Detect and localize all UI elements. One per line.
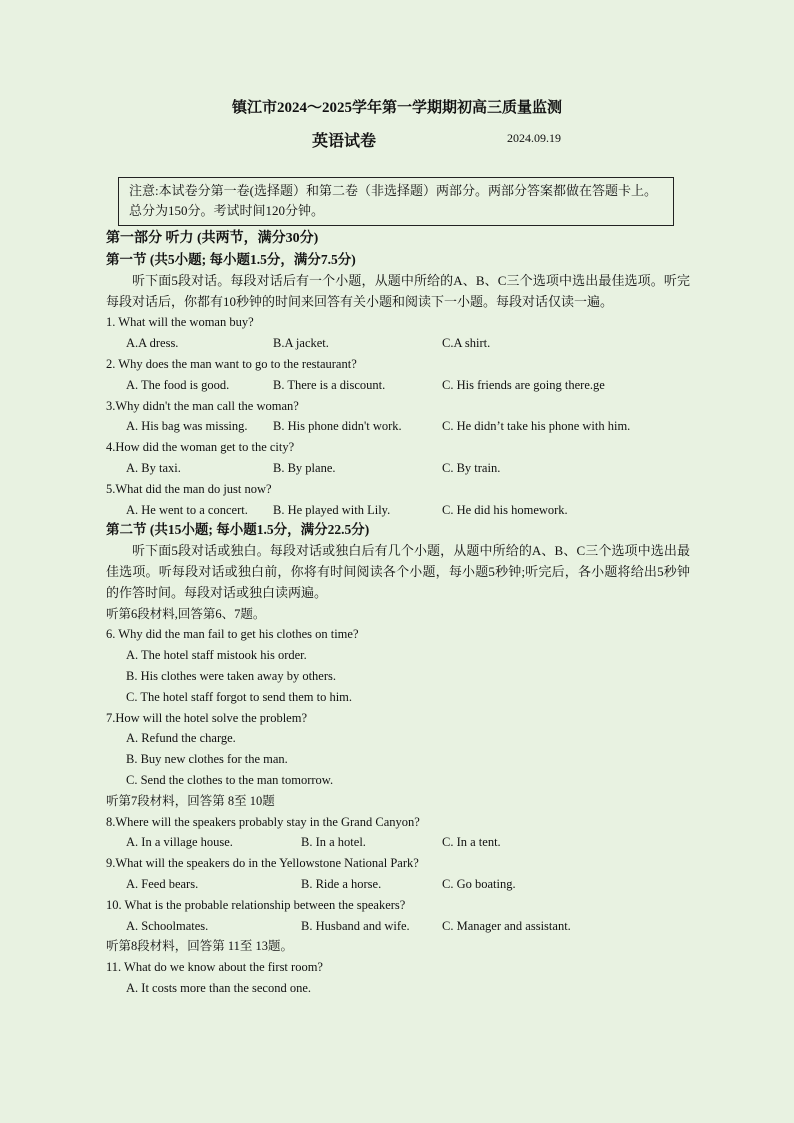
question-6-option-b: B. His clothes were taken away by others. xyxy=(126,668,337,683)
section1-instructions: 听下面5段对话。每段对话后有一个小题，从题中所给的A、B、C三个选项中选出最佳选项。听完每段对话后，你都有10秒钟的时间来回答有关小题和阅读下一小题。每段对话仅读一遍。 xyxy=(106,272,690,309)
notice-box: 注意:本试卷分第一卷(选择题）和第二卷（非选择题）两部分。两部分答案都做在答题卡上。总分为150分。考试时间120分钟。 xyxy=(118,177,674,226)
question-3: 3.Why didn't the man call the woman? xyxy=(106,398,299,413)
option-b: B. There is a discount. xyxy=(273,377,386,392)
question-11-option-a: A. It costs more than the second one. xyxy=(126,980,312,995)
question-2-options xyxy=(106,375,690,396)
material-7-note: 听第7段材料，回答第 8至 10题 xyxy=(106,793,275,808)
exam-subject: 英语试卷 xyxy=(312,133,377,150)
exam-content xyxy=(106,228,690,999)
question-4: 4.How did the woman get to the city? xyxy=(106,440,295,455)
question-10-options xyxy=(106,916,690,937)
question-5: 5.What did the man do just now? xyxy=(106,481,272,496)
option-c: C. Manager and assistant. xyxy=(442,918,571,933)
question-7-option-c: C. Send the clothes to the man tomorrow. xyxy=(126,772,334,787)
option-c: C. He didn’t take his phone with him. xyxy=(442,419,631,434)
question-6-option-a: A. The hotel staff mistook his order. xyxy=(126,648,307,663)
question-6-option-c: C. The hotel staff forgot to send them to him. xyxy=(126,689,353,704)
question-7-option-a: A. Refund the charge. xyxy=(126,731,236,746)
part1-heading: 第一部分 听力 (共两节，满分30分) xyxy=(106,231,319,246)
question-8-options xyxy=(106,832,690,853)
option-a: A. He went to a concert. xyxy=(126,502,248,517)
option-a: A. By taxi. xyxy=(126,460,181,475)
option-c: C. In a tent. xyxy=(442,835,501,850)
question-5-options xyxy=(106,500,690,521)
question-6: 6. Why did the man fail to get his clothes on time? xyxy=(106,627,359,642)
material-6-note: 听第6段材料,回答第6、7题。 xyxy=(106,606,266,621)
question-9: 9.What will the speakers do in the Yellowstone National Park? xyxy=(106,856,419,871)
option-b: B. In a hotel. xyxy=(301,835,366,850)
exam-date: 2024.09.19 xyxy=(507,131,561,145)
option-b: B. He played with Lily. xyxy=(273,502,391,517)
option-b: B. Husband and wife. xyxy=(301,918,410,933)
option-c: C. Go boating. xyxy=(442,876,516,891)
option-a: A. The food is good. xyxy=(126,377,230,392)
question-10: 10. What is the probable relationship between the speakers? xyxy=(106,897,406,912)
option-a: A. In a village house. xyxy=(126,835,233,850)
question-8: 8.Where will the speakers probably stay in the Grand Canyon? xyxy=(106,814,420,829)
option-c: C. His friends are going there.ge xyxy=(442,377,605,392)
option-b: B. Ride a horse. xyxy=(301,876,382,891)
question-11: 11. What do we know about the first room? xyxy=(106,960,323,975)
option-a: A. Feed bears. xyxy=(126,876,199,891)
option-b: B. His phone didn't work. xyxy=(273,419,402,434)
question-7: 7.How will the hotel solve the problem? xyxy=(106,710,308,725)
section2-heading: 第二节 (共15小题; 每小题1.5分，满分22.5分) xyxy=(106,522,370,538)
option-c: C. He did his homework. xyxy=(442,502,568,517)
question-7-option-b: B. Buy new clothes for the man. xyxy=(126,752,288,767)
material-8-note: 听第8段材料，回答第 11至 13题。 xyxy=(106,939,294,954)
question-1: 1. What will the woman buy? xyxy=(106,315,254,330)
question-3-options xyxy=(106,416,690,437)
option-b: B.A jacket. xyxy=(273,336,329,351)
option-c: C.A shirt. xyxy=(442,336,491,351)
question-4-options xyxy=(106,458,690,479)
question-2: 2. Why does the man want to go to the restaurant? xyxy=(106,356,357,371)
section1-heading: 第一节 (共5小题; 每小题1.5分，满分7.5分) xyxy=(106,252,356,267)
question-1-options xyxy=(106,333,690,354)
option-b: B. By plane. xyxy=(273,460,336,475)
question-9-options xyxy=(106,874,690,895)
exam-title: 镇江市2024～2025学年第一学期期初高三质量监测 xyxy=(231,100,562,116)
option-a: A.A dress. xyxy=(126,336,179,351)
option-a: A. His bag was missing. xyxy=(126,419,248,434)
option-c: C. By train. xyxy=(442,460,501,475)
option-a: A. Schoolmates. xyxy=(126,918,209,933)
section2-instructions: 听下面5段对话或独白。每段对话或独白后有几个小题，从题中所给的A、B、C三个选项中选出最佳选项。听每段对话或独白前，你将有时间阅读各个小题，每小题5秒钟;听完后，各小题将给出5秒钟的作答时间。每段对话或独白读两遍。 xyxy=(106,543,690,600)
